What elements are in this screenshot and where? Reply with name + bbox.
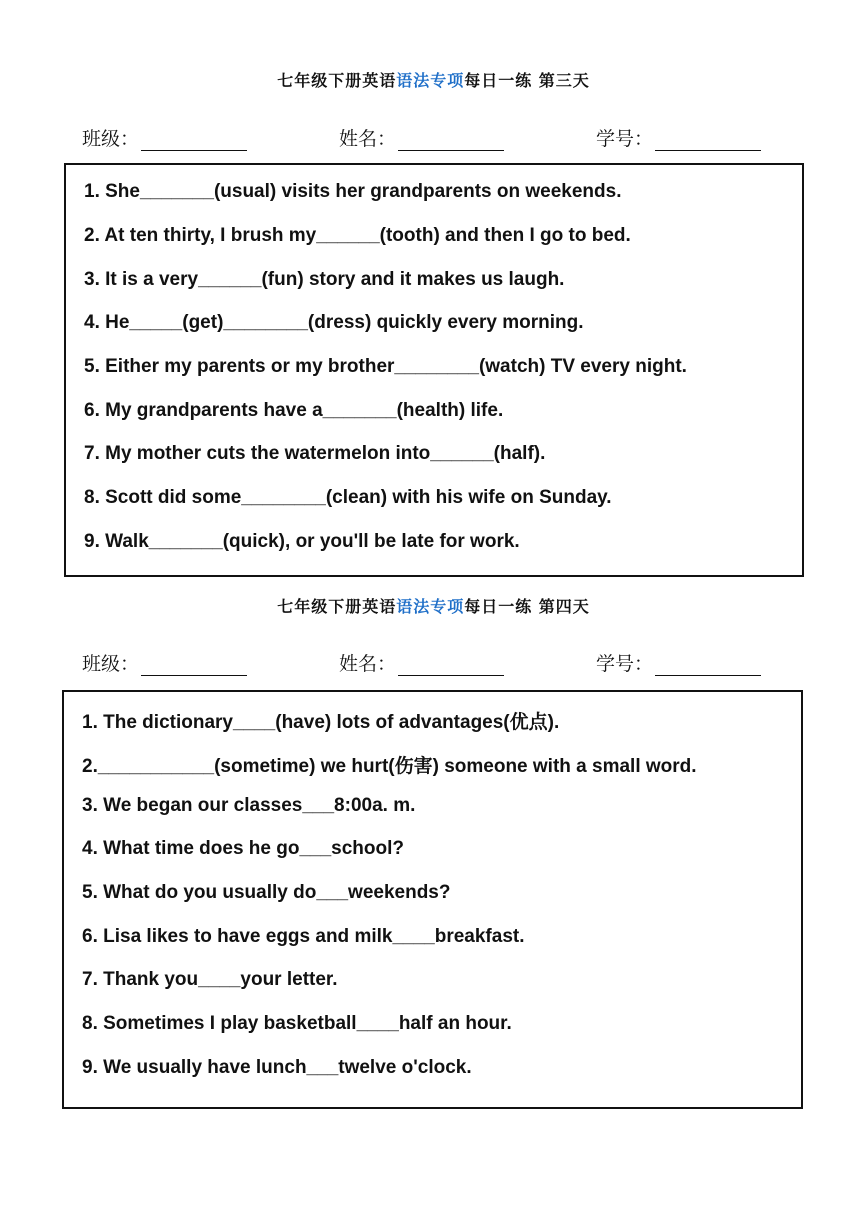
question-item: 9. We usually have lunch___twelve o'clock. bbox=[82, 1057, 472, 1078]
title-highlight: 语法专项 bbox=[396, 597, 465, 616]
question-box bbox=[64, 163, 804, 577]
question-item: 6. My grandparents have a_______(health) life. bbox=[84, 400, 504, 421]
question-item: 6. Lisa likes to have eggs and milk____breakfast. bbox=[82, 926, 525, 947]
question-item: 4. What time does he go___school? bbox=[82, 838, 405, 859]
title-suffix: 每日一练 第三天 bbox=[464, 71, 590, 90]
student-info-row bbox=[0, 124, 867, 154]
name-field[interactable] bbox=[339, 124, 504, 151]
number-blank[interactable] bbox=[655, 653, 761, 676]
question-item: 3. It is a very______(fun) story and it makes us laugh. bbox=[84, 269, 565, 290]
question-item: 5. Either my parents or my brother________(watch) TV every night. bbox=[84, 356, 687, 377]
question-item: 2.___________(sometime) we hurt(伤害) someone with a small word. bbox=[82, 756, 697, 777]
page-title bbox=[0, 68, 867, 91]
number-label: 学号： bbox=[596, 653, 654, 675]
question-item: 7. My mother cuts the watermelon into______(half). bbox=[84, 443, 546, 464]
question-item: 3. We began our classes___8:00a. m. bbox=[82, 795, 416, 816]
name-blank[interactable] bbox=[398, 653, 504, 676]
title-suffix: 每日一练 第四天 bbox=[464, 597, 590, 616]
name-field[interactable] bbox=[339, 649, 504, 676]
question-item: 8. Sometimes I play basketball____half an hour. bbox=[82, 1013, 512, 1034]
class-label: 班级： bbox=[82, 128, 140, 150]
class-field[interactable] bbox=[82, 124, 247, 151]
number-field[interactable] bbox=[596, 124, 761, 151]
number-blank[interactable] bbox=[655, 128, 761, 151]
class-label: 班级： bbox=[82, 653, 140, 675]
page-title bbox=[0, 594, 867, 617]
number-label: 学号： bbox=[596, 128, 654, 150]
title-prefix: 七年级下册英语 bbox=[277, 597, 397, 616]
class-field[interactable] bbox=[82, 649, 247, 676]
title-highlight: 语法专项 bbox=[396, 71, 465, 90]
class-blank[interactable] bbox=[141, 128, 247, 151]
student-info-row bbox=[0, 649, 867, 679]
name-label: 姓名： bbox=[339, 128, 397, 150]
question-item: 9. Walk_______(quick), or you'll be late for work. bbox=[84, 531, 520, 552]
question-item: 1. The dictionary____(have) lots of advantages(优点). bbox=[82, 712, 560, 733]
question-box bbox=[62, 690, 803, 1109]
question-item: 4. He_____(get)________(dress) quickly every morning. bbox=[84, 312, 584, 333]
number-field[interactable] bbox=[596, 649, 761, 676]
question-item: 7. Thank you____your letter. bbox=[82, 969, 338, 990]
question-item: 1. She_______(usual) visits her grandparents on weekends. bbox=[84, 181, 622, 202]
title-prefix: 七年级下册英语 bbox=[277, 71, 397, 90]
question-item: 5. What do you usually do___weekends? bbox=[82, 882, 451, 903]
name-label: 姓名： bbox=[339, 653, 397, 675]
question-item: 8. Scott did some________(clean) with his wife on Sunday. bbox=[84, 487, 612, 508]
class-blank[interactable] bbox=[141, 653, 247, 676]
name-blank[interactable] bbox=[398, 128, 504, 151]
question-item: 2. At ten thirty, I brush my______(tooth) and then I go to bed. bbox=[84, 225, 631, 246]
